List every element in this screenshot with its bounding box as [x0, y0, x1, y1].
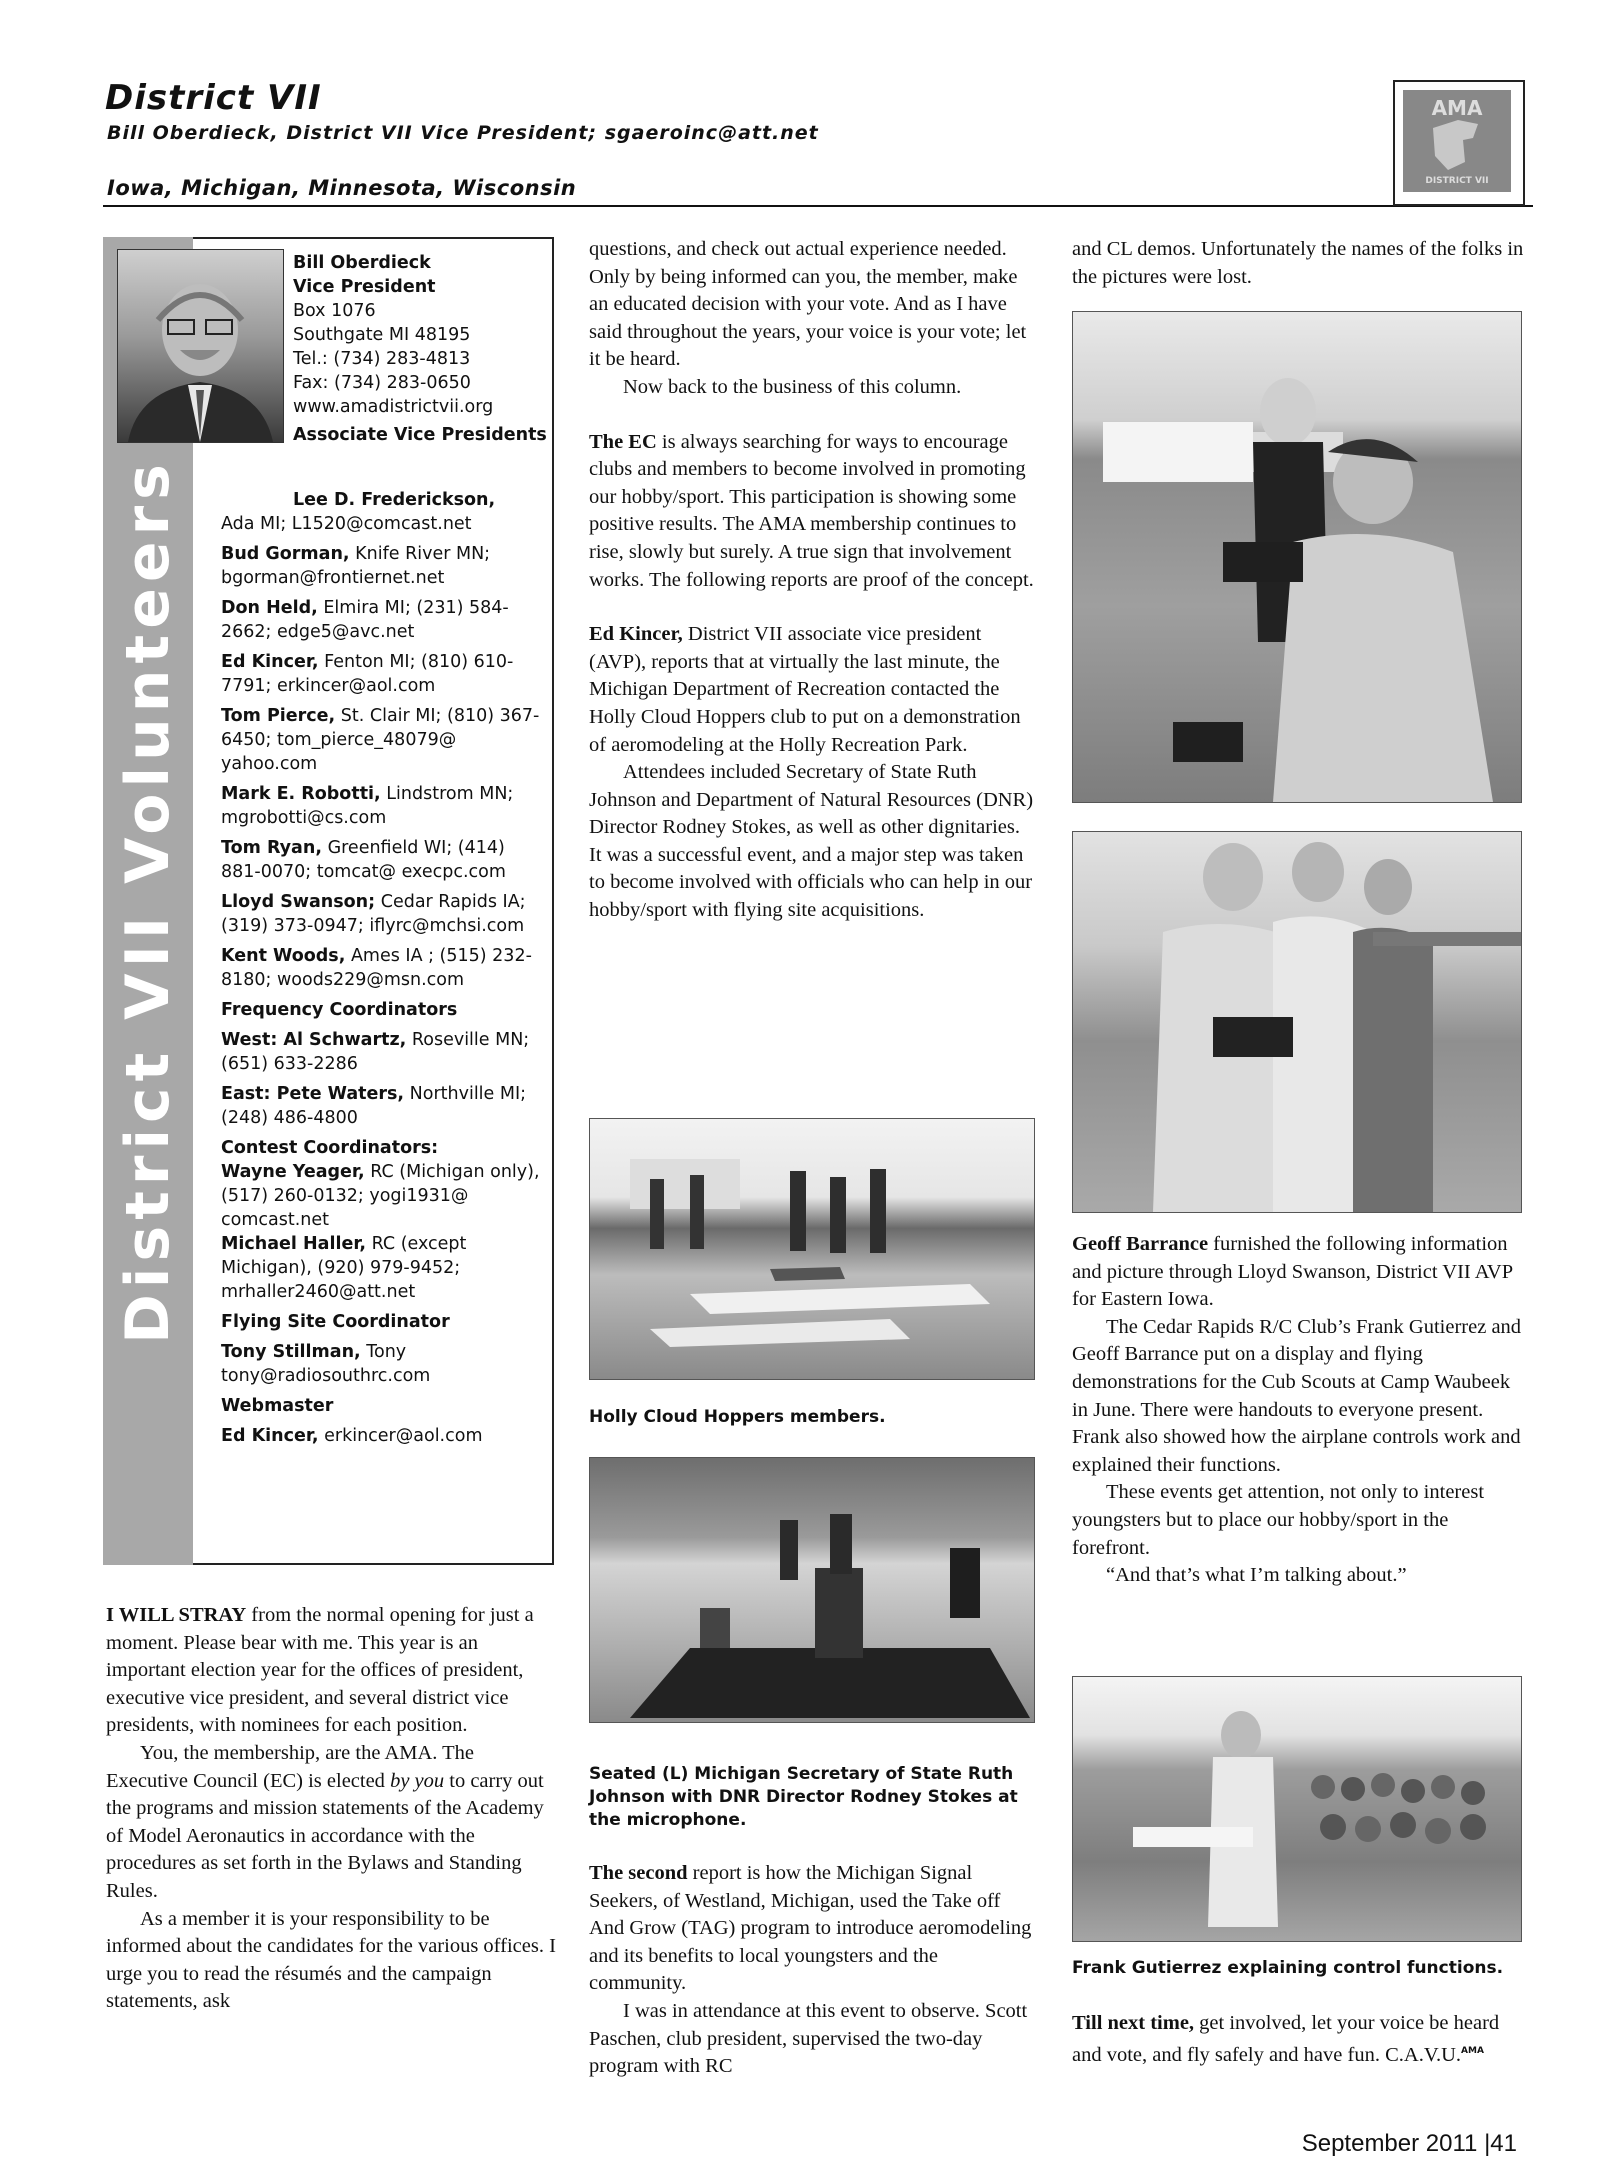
page-subtitle: Bill Oberdieck, District VII Vice President; sgaeroinc@att.net — [107, 122, 819, 144]
lead-in: The EC — [589, 430, 657, 453]
column-3-top-text — [1072, 236, 1527, 291]
avp-entry — [221, 782, 543, 830]
paragraph — [1072, 2010, 1527, 2069]
paragraph-text: You, the membership, are the AMA. The Executive Council (EC) is elected — [106, 1741, 475, 1792]
photo-holly-cloud-hoppers — [589, 1118, 1035, 1380]
district-states: Iowa, Michigan, Minnesota, Wisconsin — [107, 176, 577, 200]
caption-cub-scouts: Frank Gutierrez explaining control functions. — [1072, 1958, 1504, 1978]
paragraph-text: get involved, let your voice be heard and vote, and fly safely and have fun. C.A.V.U. — [1072, 2012, 1500, 2066]
photo-boy-flying — [1072, 311, 1522, 803]
paragraph: questions, and check out actual experience needed. Only by being informed can you, the member, make an educated decision with your vote. And as I have said throughout the years, your voice is your vote; let it be heard. — [589, 238, 1027, 371]
freq-info: Northville MI; (248) 486-4800 — [221, 1084, 527, 1128]
avp-entry — [221, 890, 543, 938]
avp-name: Lloyd Swanson; — [221, 892, 376, 912]
lead-in: I WILL STRAY — [106, 1604, 247, 1626]
paragraph — [589, 621, 1037, 759]
scouts-audience-icon — [1073, 1677, 1521, 1941]
site-entry — [221, 1340, 543, 1388]
paragraph — [106, 1602, 558, 1740]
avp-name: Tom Ryan, — [221, 838, 322, 858]
webmaster-info: erkincer@aol.com — [324, 1426, 483, 1446]
caption-holly: Holly Cloud Hoppers members. — [589, 1407, 886, 1427]
avp-name: Bud Gorman, — [221, 544, 350, 564]
column-2-text — [589, 236, 1037, 925]
paragraph-text: from the normal opening for just a moment. Please bear with me. This year is an important election year for the offices of president, executive vice president, and several district vice presidents, with nominees for each position. — [106, 1604, 534, 1737]
avp-name: Kent Woods, — [221, 946, 346, 966]
vp-contact — [293, 251, 548, 447]
avp-entry — [221, 836, 543, 884]
avp-entry — [221, 944, 543, 992]
site-name: Tony Stillman, — [221, 1342, 361, 1362]
paragraph-text: District VII associate vice president (AVP), reports that at virtually the last minute, the Michigan Department of Recreation contacted the Holly Cloud Hoppers club to put on a demonstration of aeromodeling at the Holly Recreation Park. — [589, 623, 1021, 756]
emphasis: by you — [390, 1769, 445, 1792]
contest-name: Wayne Yeager, — [221, 1162, 365, 1182]
column-3-text — [1072, 1231, 1527, 1590]
avp-name: Lee D. Frederickson, — [293, 490, 496, 510]
spacer — [589, 402, 1037, 429]
vp-name: Bill Oberdieck — [293, 253, 431, 273]
avp-entry — [221, 488, 543, 512]
paragraph — [1072, 1231, 1527, 1314]
paragraph-text: is always searching for ways to encourage clubs and members to become involved in promoting our hobby/sport. This participation is showing some positive results. The AMA membership continues to rise, slowly but surely. A true sign that involvement works. The following reports are proof of the concept. — [589, 430, 1034, 591]
paragraph: “And that’s what I’m talking about.” — [1106, 1564, 1407, 1587]
vp-title: Vice President — [293, 277, 436, 297]
vp-fax: Fax: (734) 283-0650 — [293, 373, 471, 393]
volunteers-sidebar-label: District VII Volunteers — [113, 458, 183, 1344]
three-pilots-icon — [1073, 832, 1521, 1212]
avp-info: Elmira MI; (231) 584-2662; edge5@avc.net — [221, 598, 509, 642]
vp-address2: Southgate MI 48195 — [293, 325, 471, 345]
spacer — [589, 594, 1037, 621]
vp-address1: Box 1076 — [293, 301, 376, 321]
contest-entry — [221, 1160, 543, 1232]
contest-name: Michael Haller, — [221, 1234, 367, 1254]
avp-entry — [221, 650, 543, 698]
freq-entry — [221, 1082, 543, 1130]
lead-in: Ed Kincer, — [589, 623, 683, 646]
contest-entry — [221, 1232, 543, 1304]
avp-info: Greenfield WI; (414) 881-0070; tomcat@ execpc.com — [221, 838, 506, 882]
club-members-figures-icon — [590, 1119, 1034, 1379]
vp-website: www.amadistrictvii.org — [293, 397, 494, 417]
avp-info: Ada MI; L1520@comcast.net — [221, 514, 472, 534]
avp-name: Mark E. Robotti, — [221, 784, 381, 804]
paragraph: Attendees included Secretary of State Ruth Johnson and Department of Natural Resources (DNR) Director Rodney Stokes, as well as other dignitaries. It was a successful event, and a major step was taken to become involved with officials who can help in our hobby/sport with flying site acquisitions. — [589, 761, 1034, 922]
webmaster-entry — [221, 1424, 543, 1448]
avp-info: Lindstrom MN; mgrobotti@cs.com — [221, 784, 514, 828]
contest-info: RC (Michigan only), (517) 260-0132; yogi1931@ comcast.net — [221, 1162, 540, 1230]
paragraph — [589, 429, 1037, 595]
column-2-bottom-text — [589, 1860, 1037, 2081]
avp-info: Knife River MN; bgorman@frontiernet.net — [221, 544, 491, 588]
portrait-figure-icon — [118, 250, 283, 442]
freq-name: West: Al Schwartz, — [221, 1030, 407, 1050]
paragraph-text: furnished the following information and picture through Lloyd Swanson, District VII AVP for Eastern Iowa. — [1072, 1233, 1513, 1311]
avp-entry-info — [221, 512, 543, 536]
logo-bottom-text: DISTRICT VII — [1425, 176, 1489, 186]
page-folio: September 2011 |41 — [1301, 2130, 1517, 2157]
site-heading: Flying Site Coordinator — [221, 1312, 450, 1332]
paragraph: and CL demos. Unfortunately the names of the folks in the pictures were lost. — [1072, 238, 1524, 288]
freq-info: Roseville MN; (651) 633-2286 — [221, 1030, 530, 1074]
paragraph — [106, 1740, 558, 1906]
freq-heading: Frequency Coordinators — [221, 1000, 458, 1020]
header-rule — [103, 205, 1533, 207]
lead-in: Till next time, — [1072, 2012, 1195, 2034]
paragraph: I was in attendance at this event to observe. Scott Paschen, club president, supervised the two-day program with RC — [589, 1999, 1028, 2078]
lead-in: Geoff Barrance — [1072, 1233, 1209, 1255]
photo-secretary-of-state — [589, 1457, 1035, 1723]
paragraph: As a member it is your responsibility to be informed about the candidates for the various offices. I urge you to read the résumés and the campaign statements, ask — [106, 1907, 556, 2013]
column-1-text — [106, 1602, 558, 2016]
paragraph-text: report is how the Michigan Signal Seekers, of Westland, Michigan, used the Take off And Grow (TAG) program to introduce aeromodeling and its benefits to local youngsters and the community. — [589, 1862, 1032, 1995]
site-info: Tony tony@radiosouthrc.com — [221, 1342, 431, 1386]
avp-name: Don Held, — [221, 598, 318, 618]
paragraph-text: to carry out the programs and mission statements of the Academy of Model Aeronautics in accordance with the procedures as set forth in the Bylaws and Standing Rules. — [106, 1769, 544, 1902]
pilots-figures-icon — [1073, 312, 1521, 802]
avp-entry — [221, 542, 543, 590]
logo-top-text: AMA — [1431, 96, 1483, 120]
paragraph: The Cedar Rapids R/C Club’s Frank Gutierrez and Geoff Barrance put on a display and flying demonstrations for the Cub Scouts at Camp Waubeek in June. There were handouts to everyone present. Frank also showed how the airplane controls work and explained their functions. — [1072, 1315, 1522, 1476]
webmaster-heading: Webmaster — [221, 1396, 334, 1416]
lead-in: The second — [589, 1862, 688, 1884]
paragraph: These events get attention, not only to interest youngsters but to place our hobby/sport in the forefront. — [1072, 1481, 1485, 1559]
avp-name: Ed Kincer, — [221, 652, 319, 672]
webmaster-name: Ed Kincer, — [221, 1426, 319, 1446]
podium-scene-icon — [590, 1458, 1034, 1722]
ama-end-mark: AMA — [1461, 2045, 1484, 2056]
avp-name: Tom Pierce, — [221, 706, 336, 726]
caption-secretary: Seated (L) Michigan Secretary of State Ruth Johnson with DNR Director Rodney Stokes at the microphone. — [589, 1764, 1018, 1830]
vice-president-portrait — [117, 249, 284, 443]
page-title: District VII — [105, 78, 322, 118]
avp-info: Ames IA ; (515) 232-8180; woods229@msn.com — [221, 946, 532, 990]
avp-info: St. Clair MI; (810) 367-6450; tom_pierce_48079@ yahoo.com — [221, 706, 540, 774]
column-3-closing-text — [1072, 2010, 1527, 2069]
paragraph — [589, 1860, 1037, 1998]
vp-tel: Tel.: (734) 283-4813 — [293, 349, 471, 369]
contest-heading: Contest Coordinators: — [221, 1138, 439, 1158]
avp-entry — [221, 704, 543, 776]
paragraph: Now back to the business of this column. — [623, 375, 962, 398]
freq-name: East: Pete Waters, — [221, 1084, 405, 1104]
photo-three-pilots — [1072, 831, 1522, 1213]
volunteer-list — [221, 488, 543, 1448]
avp-info: Cedar Rapids IA; (319) 373-0947; iflyrc@mchsi.com — [221, 892, 526, 936]
contest-info: RC (except Michigan), (920) 979-9452; mrhaller2460@att.net — [221, 1234, 467, 1302]
avp-heading: Associate Vice Presidents — [293, 425, 547, 445]
photo-cub-scouts — [1072, 1676, 1522, 1942]
freq-entry — [221, 1028, 543, 1076]
avp-info: Fenton MI; (810) 610-7791; erkincer@aol.com — [221, 652, 514, 696]
avp-entry — [221, 596, 543, 644]
